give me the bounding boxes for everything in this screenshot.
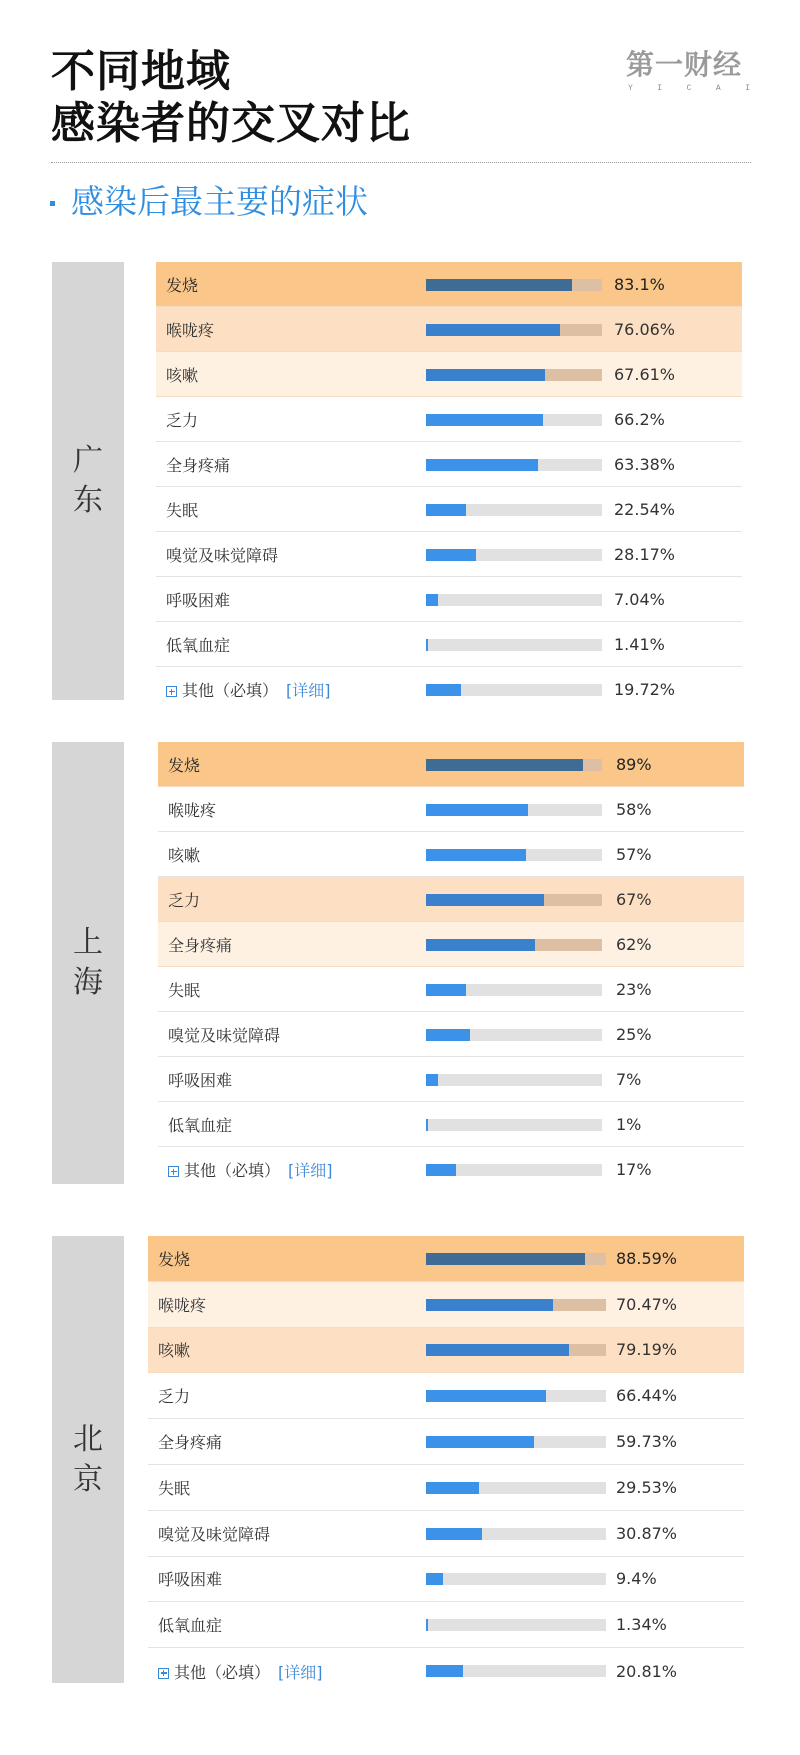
bar-fill xyxy=(426,1119,428,1131)
bar-fill xyxy=(426,594,438,606)
symptom-row xyxy=(156,622,742,667)
detail-link[interactable]: [详细] xyxy=(278,1662,323,1682)
bar-fill xyxy=(426,1482,479,1494)
symptom-label xyxy=(168,978,200,1001)
bar-track xyxy=(426,1344,606,1356)
symptom-label xyxy=(166,498,198,521)
percent-label: 66.44% xyxy=(616,1386,678,1406)
symptom-label-text: 低氧血症 xyxy=(168,1115,233,1135)
region-label xyxy=(52,1236,124,1683)
section-subtitle xyxy=(50,180,368,224)
bar-track xyxy=(426,894,602,906)
bar-fill xyxy=(426,1074,438,1086)
bar-fill xyxy=(426,369,545,381)
bar-fill xyxy=(426,894,544,906)
bar-track xyxy=(426,1074,602,1086)
expand-plus-icon[interactable] xyxy=(158,1668,169,1679)
percent-label: 57% xyxy=(616,844,652,864)
symptom-label xyxy=(166,543,278,566)
bar-track xyxy=(426,459,602,471)
percent-label: 25% xyxy=(616,1024,652,1044)
symptom-row xyxy=(158,832,744,877)
percent-label: 67.61% xyxy=(614,364,676,384)
bar-fill xyxy=(426,1390,546,1402)
symptom-label-text: 低氧血症 xyxy=(158,1616,223,1636)
bar-track xyxy=(426,324,602,336)
percent-label: 22.54% xyxy=(614,499,676,519)
symptom-row xyxy=(158,922,744,967)
symptom-label xyxy=(158,1384,190,1407)
symptom-row xyxy=(156,442,742,487)
symptom-row xyxy=(156,307,742,352)
title-line-1: 不同地域 xyxy=(51,46,231,97)
symptom-row xyxy=(156,397,742,442)
symptom-label xyxy=(158,1293,206,1316)
bar-track xyxy=(426,1299,606,1311)
symptom-row xyxy=(158,742,744,787)
percent-label: 9.4% xyxy=(616,1569,657,1589)
subtitle-text: 感染后最主要的症状 xyxy=(71,182,368,221)
symptom-row xyxy=(158,967,744,1012)
symptom-row xyxy=(158,1102,744,1147)
symptom-label-text: 呼吸困难 xyxy=(168,1070,233,1090)
symptom-label xyxy=(158,1613,222,1636)
bar-fill xyxy=(426,639,428,651)
bar-fill xyxy=(426,1253,585,1265)
percent-label: 79.19% xyxy=(616,1340,678,1360)
percent-label: 30.87% xyxy=(616,1523,678,1543)
bar-fill xyxy=(426,1299,553,1311)
bar-fill xyxy=(426,984,466,996)
bar-track xyxy=(426,1528,606,1540)
symptom-label xyxy=(166,678,331,701)
bullet-icon xyxy=(50,201,55,206)
bar-fill xyxy=(426,1665,463,1677)
symptom-label-text: 乏力 xyxy=(166,410,199,430)
symptom-label xyxy=(158,1567,222,1590)
region-label-char: 上 xyxy=(73,925,103,960)
symptom-label-text: 咳嗽 xyxy=(166,365,199,385)
bar-fill xyxy=(426,1436,534,1448)
percent-label: 70.47% xyxy=(616,1294,678,1314)
symptom-label-text: 失眠 xyxy=(166,500,199,520)
percent-label: 28.17% xyxy=(614,544,676,564)
percent-label: 19.72% xyxy=(614,680,676,699)
expand-plus-icon[interactable] xyxy=(166,686,177,697)
symptom-label-text: 乏力 xyxy=(168,890,201,910)
percent-label: 29.53% xyxy=(616,1477,678,1497)
region-block xyxy=(52,742,702,1184)
bar-track xyxy=(426,1482,606,1494)
symptom-label-text: 全身疼痛 xyxy=(168,935,233,955)
bar-fill xyxy=(426,684,461,696)
symptom-label xyxy=(168,753,200,776)
symptom-row xyxy=(148,1282,744,1328)
logo-sub-letter: I xyxy=(745,84,750,93)
bar-track xyxy=(426,414,602,426)
symptom-row xyxy=(158,1012,744,1057)
symptom-row xyxy=(158,1057,744,1102)
symptom-label xyxy=(166,453,230,476)
symptom-label-text: 嗅觉及味觉障碍 xyxy=(158,1524,271,1544)
dotted-divider xyxy=(51,162,751,163)
symptom-label xyxy=(166,318,214,341)
symptom-label-text: 全身疼痛 xyxy=(166,455,231,475)
symptom-label-text: 喉咙疼 xyxy=(168,800,217,820)
expand-plus-icon[interactable] xyxy=(168,1166,179,1177)
symptom-label xyxy=(168,1113,232,1136)
symptom-label-text: 失眠 xyxy=(158,1478,191,1498)
symptom-label xyxy=(168,888,200,911)
percent-label: 58% xyxy=(616,799,652,819)
symptom-label-text: 喉咙疼 xyxy=(166,320,215,340)
bar-track xyxy=(426,1665,606,1677)
symptom-row xyxy=(148,1236,744,1282)
symptom-label xyxy=(158,1430,222,1453)
region-label xyxy=(52,742,124,1184)
percent-label: 88.59% xyxy=(616,1248,678,1268)
symptom-label xyxy=(168,1068,232,1091)
symptom-rows xyxy=(156,262,742,712)
bar-track xyxy=(426,369,602,381)
bar-fill xyxy=(426,1164,456,1176)
region-label-char: 广 xyxy=(73,443,103,478)
region-block xyxy=(52,1236,702,1683)
symptom-label xyxy=(166,273,198,296)
symptom-label xyxy=(166,363,198,386)
brand-logo xyxy=(626,48,752,98)
bar-track xyxy=(426,279,602,291)
symptom-label-text: 发烧 xyxy=(168,755,201,775)
symptom-label xyxy=(168,1023,280,1046)
symptom-label xyxy=(158,1247,190,1270)
symptom-label xyxy=(168,798,216,821)
symptom-label xyxy=(158,1522,270,1545)
symptom-label-text: 其他（必填） xyxy=(182,681,279,700)
bar-fill xyxy=(426,1528,482,1540)
symptom-row xyxy=(148,1511,744,1557)
bar-fill xyxy=(426,414,543,426)
symptom-label-text: 呼吸困难 xyxy=(158,1570,223,1590)
symptom-label-text: 其他（必填） xyxy=(174,1662,271,1682)
symptom-row xyxy=(156,577,742,622)
bar-fill xyxy=(426,504,466,516)
symptom-label-text: 乏力 xyxy=(158,1387,191,1407)
bar-track xyxy=(426,939,602,951)
bar-fill xyxy=(426,1619,428,1631)
bar-track xyxy=(426,639,602,651)
logo-sub-letter: C xyxy=(686,84,692,93)
bar-track xyxy=(426,594,602,606)
bar-fill xyxy=(426,1344,569,1356)
bar-track xyxy=(426,1619,606,1631)
bar-track xyxy=(426,849,602,861)
region-label-char: 东 xyxy=(73,483,103,518)
bar-track xyxy=(426,1029,602,1041)
bar-fill xyxy=(426,459,538,471)
symptom-row xyxy=(158,877,744,922)
symptom-rows xyxy=(148,1236,744,1694)
percent-label: 59.73% xyxy=(616,1432,678,1452)
title-line-2: 感染者的交叉对比 xyxy=(51,98,411,149)
symptom-label-text: 呼吸困难 xyxy=(166,590,231,610)
symptom-label-text: 失眠 xyxy=(168,980,201,1000)
symptom-label-text: 低氧血症 xyxy=(166,635,231,655)
region-label-char: 海 xyxy=(73,965,103,1000)
symptom-row xyxy=(148,1419,744,1465)
bar-fill xyxy=(426,324,560,336)
bar-fill xyxy=(426,939,535,951)
symptom-label-text: 咳嗽 xyxy=(168,845,201,865)
logo-sub-letter: I xyxy=(657,84,663,93)
region-label-char: 北 xyxy=(73,1421,103,1457)
symptom-label xyxy=(166,588,230,611)
symptom-row xyxy=(148,1602,744,1648)
symptom-row xyxy=(156,352,742,397)
bar-fill xyxy=(426,549,476,561)
region-label xyxy=(52,262,124,700)
bar-track xyxy=(426,1253,606,1265)
percent-label: 20.81% xyxy=(616,1661,678,1681)
symptom-label xyxy=(168,933,232,956)
percent-label: 7.04% xyxy=(614,589,665,609)
percent-label: 23% xyxy=(616,979,652,999)
percent-label: 7% xyxy=(616,1069,642,1089)
percent-label: 67% xyxy=(616,889,652,909)
bar-fill xyxy=(426,1029,470,1041)
symptom-row xyxy=(156,667,742,712)
symptom-label-text: 发烧 xyxy=(166,275,199,295)
symptom-row xyxy=(148,1328,744,1374)
symptom-label xyxy=(158,1660,323,1683)
bar-track xyxy=(426,1164,602,1176)
logo-subtext xyxy=(628,84,750,93)
symptom-label xyxy=(158,1476,190,1499)
symptom-label-text: 喉咙疼 xyxy=(158,1295,207,1315)
percent-label: 76.06% xyxy=(614,319,676,339)
symptom-row xyxy=(156,262,742,307)
symptom-label-text: 发烧 xyxy=(158,1249,191,1269)
bar-track xyxy=(426,684,602,696)
symptom-label xyxy=(168,843,200,866)
symptom-rows xyxy=(158,742,744,1192)
detail-link[interactable]: [详细] xyxy=(286,681,331,700)
symptom-label-text: 全身疼痛 xyxy=(158,1433,223,1453)
bar-track xyxy=(426,804,602,816)
symptom-row xyxy=(156,532,742,577)
symptom-row xyxy=(148,1557,744,1603)
symptom-label-text: 嗅觉及味觉障碍 xyxy=(166,545,279,565)
bar-fill xyxy=(426,849,526,861)
symptom-row xyxy=(148,1465,744,1511)
symptom-label xyxy=(158,1338,190,1361)
percent-label: 66.2% xyxy=(614,409,665,429)
symptom-label xyxy=(168,1158,333,1181)
symptom-label xyxy=(166,408,198,431)
region-block xyxy=(52,262,702,700)
percent-label: 1% xyxy=(616,1114,642,1134)
logo-sub-letter: A xyxy=(715,84,721,93)
symptom-row xyxy=(158,1147,744,1192)
bar-track xyxy=(426,1119,602,1131)
percent-label: 63.38% xyxy=(614,454,676,474)
page-title xyxy=(51,46,411,150)
symptom-row xyxy=(148,1648,744,1694)
bar-fill xyxy=(426,804,528,816)
symptom-label xyxy=(166,633,230,656)
bar-track xyxy=(426,549,602,561)
region-label-char: 京 xyxy=(73,1461,103,1497)
bar-track xyxy=(426,1573,606,1585)
symptom-label-text: 嗅觉及味觉障碍 xyxy=(168,1025,281,1045)
symptom-row xyxy=(156,487,742,532)
bar-fill xyxy=(426,279,572,291)
percent-label: 62% xyxy=(616,934,652,954)
bar-fill xyxy=(426,759,583,771)
bar-track xyxy=(426,984,602,996)
percent-label: 83.1% xyxy=(614,274,665,294)
bar-fill xyxy=(426,1573,443,1585)
percent-label: 1.41% xyxy=(614,634,665,654)
bar-track xyxy=(426,1390,606,1402)
symptom-label-text: 咳嗽 xyxy=(158,1341,191,1361)
bar-track xyxy=(426,759,602,771)
percent-label: 17% xyxy=(616,1160,652,1179)
percent-label: 89% xyxy=(616,754,652,774)
bar-track xyxy=(426,1436,606,1448)
logo-text: 第一财经 xyxy=(626,48,743,81)
bar-track xyxy=(426,504,602,516)
percent-label: 1.34% xyxy=(616,1615,667,1635)
symptom-row xyxy=(148,1373,744,1419)
symptom-row xyxy=(158,787,744,832)
symptom-label-text: 其他（必填） xyxy=(184,1161,281,1180)
detail-link[interactable]: [详细] xyxy=(288,1161,333,1180)
logo-sub-letter: Y xyxy=(628,84,633,93)
